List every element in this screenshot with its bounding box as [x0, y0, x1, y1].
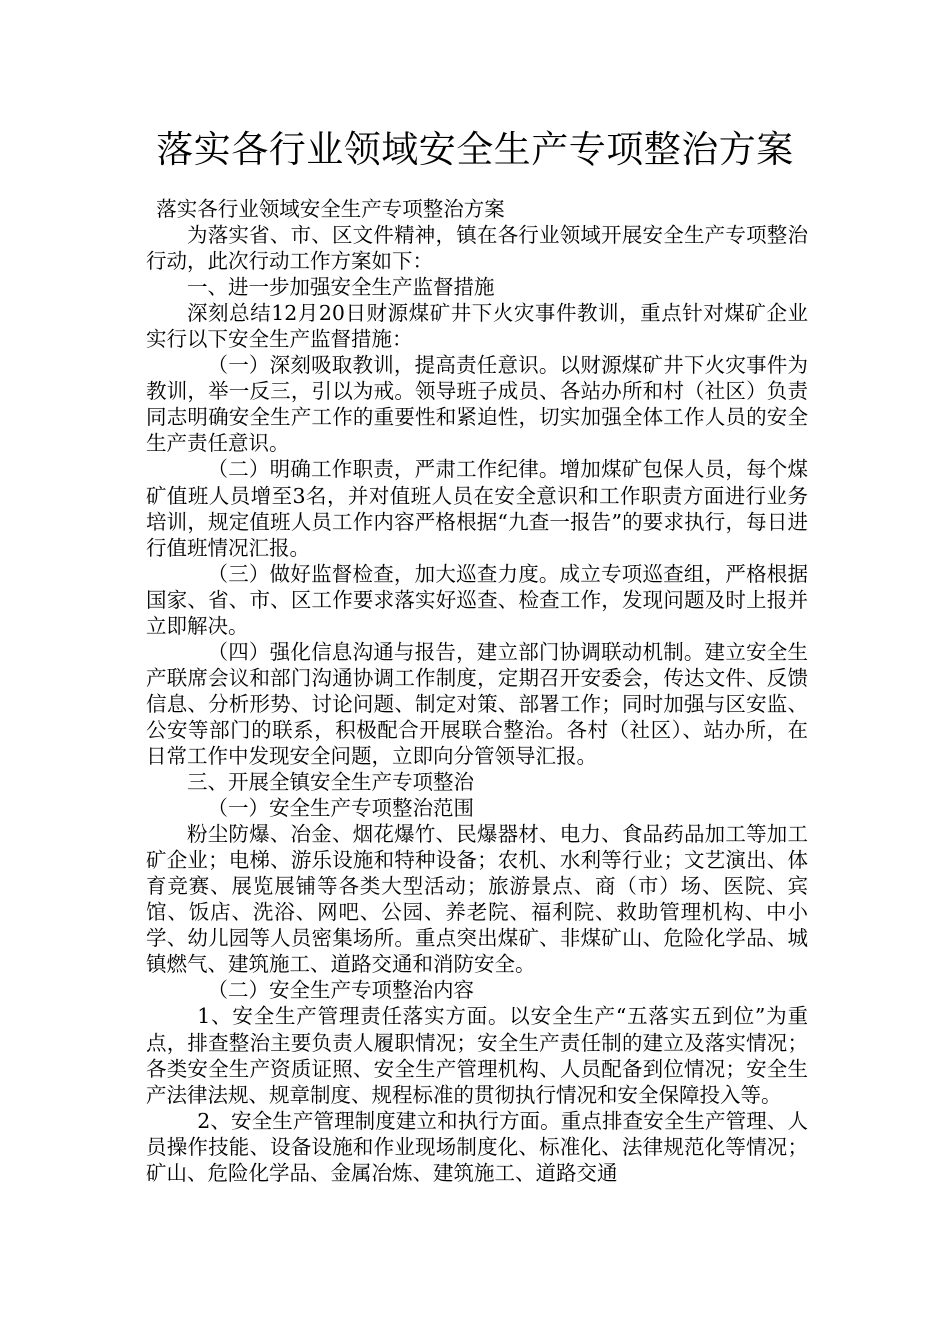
- measure-3: （三）做好监督检查，加大巡查力度。成立专项巡查组，严格根据国家、省、市、区工作要求落实好巡查、检查工作，发现问题及时上报并立即解决。: [146, 561, 808, 638]
- body-heading: 落实各行业领域安全生产专项整治方案: [156, 197, 505, 221]
- content-item-1: 1、安全生产管理责任落实方面。以安全生产“五落实五到位”为重点，排查整治主要负责人履职情况；安全生产责任制的建立及落实情况；各类安全生产资质证照、安全生产管理机构、人员配备到位情况；安全生产法律法规、规章制度、规程标准的贯彻执行情况和安全保障投入等。: [146, 1004, 808, 1107]
- measure-1: （一）深刻吸取教训，提高责任意识。以财源煤矿井下火灾事件为教训，举一反三，引以为戒。领导班子成员、各站办所和村（社区）负责同志明确安全生产工作的重要性和紧迫性，切实加强全体工作人员的安全生产责任意识。: [146, 353, 808, 456]
- section-heading-1: 一、进一步加强安全生产监督措施: [187, 275, 495, 300]
- scope-paragraph: 粉尘防爆、冶金、烟花爆竹、民爆器材、电力、食品药品加工等加工矿企业；电梯、游乐设施和特种设备；农机、水利等行业；文艺演出、体育竞赛、展览展铺等各类大型活动；旅游景点、商（市）场、医院、宾馆、饭店、洗浴、网吧、公园、养老院、福利院、救助管理机构、中小学、幼儿园等人员密集场所。重点突出煤矿、非煤矿山、危险化学品、城镇燃气、建筑施工、道路交通和消防安全。: [146, 822, 808, 977]
- content-item-2: 2、安全生产管理制度建立和执行方面。重点排查安全生产管理、人员操作技能、设备设施和作业现场制度化、标准化、法律规范化等情况；矿山、危险化学品、金属冶炼、建筑施工、道路交通: [146, 1108, 808, 1185]
- document-title: 落实各行业领域安全生产专项整治方案: [156, 128, 794, 171]
- subsection-content-heading: （二）安全生产专项整治内容: [207, 978, 474, 1003]
- intro-paragraph: 为落实省、市、区文件精神，镇在各行业领域开展安全生产专项整治行动，此次行动工作方案如下：: [146, 223, 808, 274]
- measure-4: （四）强化信息沟通与报告，建立部门协调联动机制。建立安全生产联席会议和部门沟通协调工作制度，定期召开安委会，传达文件、反馈信息、分析形势、讨论问题、制定对策、部署工作；同时加强与区安监、公安等部门的联系，积极配合开展联合整治。各村（社区）、站办所，在日常工作中发现安全问题，立即向分管领导汇报。: [146, 639, 808, 768]
- section-heading-3: 三、开展全镇安全生产专项整治: [187, 770, 474, 795]
- document-body: [146, 196, 808, 1186]
- subsection-scope-heading: （一）安全生产专项整治范围: [207, 796, 474, 821]
- measure-2: （二）明确工作职责，严肃工作纪律。增加煤矿包保人员，每个煤矿值班人员增至3名，并对值班人员在安全意识和工作职责方面进行业务培训，规定值班人员工作内容严格根据“九查一报告”的要求执行，每日进行值班情况汇报。: [146, 457, 808, 560]
- section-1-intro: 深刻总结12月20日财源煤矿井下火灾事件教训，重点针对煤矿企业实行以下安全生产监督措施：: [146, 301, 808, 352]
